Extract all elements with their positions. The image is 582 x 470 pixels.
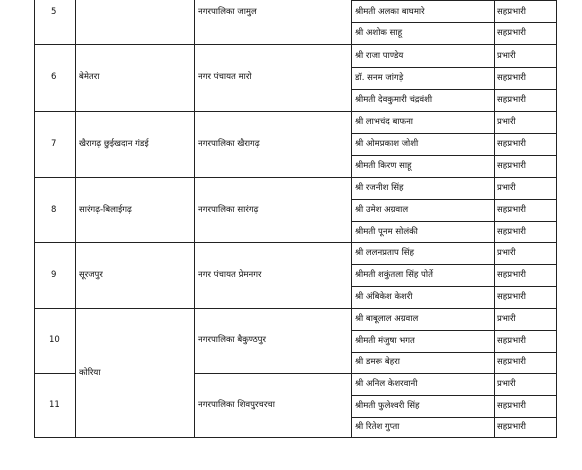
member-name: श्री उमेश अग्रवाल xyxy=(355,205,409,215)
member-name: श्रीमती पूनम सोलंकी xyxy=(355,227,418,237)
member-name: श्री अंबिकेश केशरी xyxy=(355,292,413,302)
serial-number: 6 xyxy=(51,72,57,82)
serial-number: 7 xyxy=(51,139,57,149)
table-border-bottom xyxy=(34,437,557,438)
member-role: सहप्रभारी xyxy=(497,205,526,215)
row-divider xyxy=(34,44,557,45)
member-name: श्री बाबूलाल अग्रवाल xyxy=(355,314,419,324)
member-role: प्रभारी xyxy=(497,183,516,193)
urban-body: नगरपालिका जामुल xyxy=(198,7,257,17)
member-role: सहप्रभारी xyxy=(497,95,526,105)
member-role: सहप्रभारी xyxy=(497,401,526,411)
member-name: श्रीमती मंजुषा भगत xyxy=(355,336,415,346)
urban-body: नगर पंचायत प्रेमनगर xyxy=(198,270,262,280)
member-role: प्रभारी xyxy=(497,379,516,389)
member-name: श्रीमती शकुंतला सिंह पोर्ते xyxy=(355,270,433,280)
row-divider xyxy=(34,177,557,178)
serial-number: 5 xyxy=(51,7,57,17)
serial-number: 8 xyxy=(51,205,57,215)
subrow-divider xyxy=(351,133,557,134)
member-name: श्रीमती अलका बाघमारे xyxy=(355,7,425,17)
member-role: सहप्रभारी xyxy=(497,422,526,432)
serial-number: 9 xyxy=(51,270,57,280)
subrow-divider xyxy=(351,395,557,396)
member-name: श्री डमरू बेहरा xyxy=(355,357,400,367)
member-role: प्रभारी xyxy=(497,51,516,61)
member-role: सहप्रभारी xyxy=(497,139,526,149)
subrow-divider xyxy=(351,264,557,265)
member-role: सहप्रभारी xyxy=(497,357,526,367)
subrow-divider xyxy=(351,89,557,90)
member-role: प्रभारी xyxy=(497,248,516,258)
table-border-right xyxy=(556,0,557,437)
urban-body: नगरपालिका शिवपुरचरचा xyxy=(198,400,275,410)
member-name: श्रीमती फुलेश्वरी सिंह xyxy=(355,401,420,411)
column-divider xyxy=(194,0,195,437)
member-role: सहप्रभारी xyxy=(497,161,526,171)
row-divider xyxy=(34,373,75,374)
district-name: बेमेतरा xyxy=(79,72,100,82)
serial-number: 10 xyxy=(49,335,60,345)
member-name: श्री राजा पाण्डेय xyxy=(355,51,404,61)
subrow-divider xyxy=(351,221,557,222)
member-role: सहप्रभारी xyxy=(497,227,526,237)
subrow-divider xyxy=(351,0,557,1)
subrow-divider xyxy=(351,286,557,287)
subrow-divider xyxy=(351,417,557,418)
urban-body: नगरपालिका सारंगढ़ xyxy=(198,205,259,215)
member-name: श्रीमती किरण साहू xyxy=(355,161,412,171)
district-name: सारंगढ़-बिलाईगढ़ xyxy=(79,205,132,215)
subrow-divider xyxy=(351,199,557,200)
table-border-left xyxy=(34,0,35,437)
row-divider xyxy=(34,308,557,309)
member-name: श्री अशोक साहू xyxy=(355,28,403,38)
member-role: प्रभारी xyxy=(497,117,516,127)
column-divider xyxy=(351,0,352,437)
subrow-divider xyxy=(351,22,557,23)
column-divider xyxy=(75,0,76,437)
row-divider xyxy=(34,242,557,243)
subrow-divider xyxy=(351,352,557,353)
member-role: प्रभारी xyxy=(497,314,516,324)
member-name: श्री ललनप्रताप सिंह xyxy=(355,248,415,258)
member-name: श्रीमती देवकुमारी चंद्रवंशी xyxy=(355,95,433,105)
member-name: डॉ. सनम जांगड़े xyxy=(355,73,404,83)
row-divider xyxy=(34,111,557,112)
subrow-divider xyxy=(351,67,557,68)
subrow-divider xyxy=(351,155,557,156)
member-role: सहप्रभारी xyxy=(497,28,526,38)
member-name: श्री रजनीश सिंह xyxy=(355,183,404,193)
member-role: सहप्रभारी xyxy=(497,336,526,346)
member-name: श्री रितेश गुप्ता xyxy=(355,422,400,432)
urban-body: नगर पंचायत मारो xyxy=(198,72,252,82)
member-role: सहप्रभारी xyxy=(497,270,526,280)
district-name: खैरागढ़ छुईखदान गंडई xyxy=(79,139,149,149)
serial-number: 11 xyxy=(49,400,60,410)
member-name: श्री ओमप्रकाश जोशी xyxy=(355,139,419,149)
member-role: सहप्रभारी xyxy=(497,7,526,17)
urban-body: नगरपालिका खैरागढ़ xyxy=(198,139,260,149)
row-divider xyxy=(194,373,557,374)
member-role: सहप्रभारी xyxy=(497,73,526,83)
district-name: सूरजपुर xyxy=(79,270,103,280)
member-name: श्री लाभचंद बाफना xyxy=(355,117,414,127)
column-divider xyxy=(494,0,495,437)
member-name: श्री अनिल केशरवानी xyxy=(355,379,418,389)
subrow-divider xyxy=(351,330,557,331)
urban-body: नगरपालिका बैकुण्ठपुर xyxy=(198,335,266,345)
district-name: कोरिया xyxy=(79,368,101,378)
member-role: सहप्रभारी xyxy=(497,292,526,302)
